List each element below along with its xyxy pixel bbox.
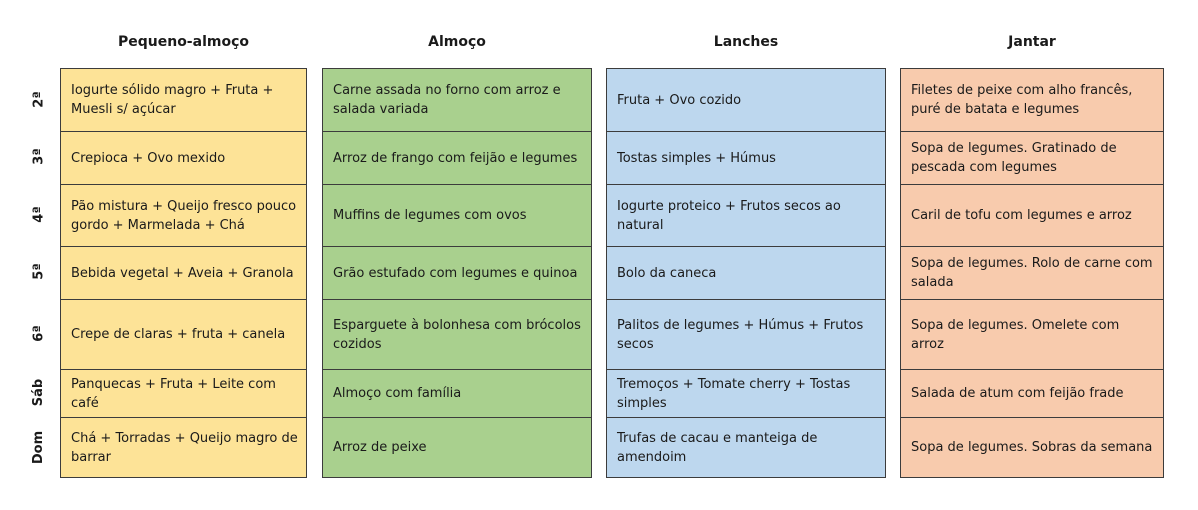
header-snacks: Lanches <box>713 34 779 50</box>
day-label-sunday <box>20 416 58 478</box>
lunch-cell-tuesday: Arroz de frango com feijão e legumes <box>323 131 591 184</box>
day-label-wednesday <box>20 183 58 245</box>
day-text: Sáb <box>31 378 47 406</box>
dinner-column <box>900 68 1164 478</box>
header-dinner: Jantar <box>1008 34 1056 50</box>
breakfast-cell-saturday: Panquecas + Fruta + Leite com café <box>61 369 306 417</box>
day-label-thursday <box>20 245 58 298</box>
dinner-cell-tuesday: Sopa de legumes. Gratinado de pescada com legumes <box>901 131 1163 184</box>
day-label-friday <box>20 298 58 368</box>
dinner-cell-wednesday: Caril de tofu com legumes e arroz <box>901 184 1163 246</box>
day-text: 5ª <box>31 263 47 280</box>
breakfast-cell-friday: Crepe de claras + fruta + canela <box>61 299 306 369</box>
lunch-column <box>322 68 592 478</box>
lunch-cell-monday: Carne assada no forno com arroz e salada variada <box>333 83 561 117</box>
breakfast-cell-tuesday: Crepioca + Ovo mexido <box>61 131 306 184</box>
day-text: 3ª <box>31 148 47 165</box>
lunch-cell-saturday: Almoço com família <box>323 369 591 417</box>
snacks-cell-saturday: Tremoços + Tomate cherry + Tostas simples <box>607 369 885 417</box>
dinner-cell-saturday: Salada de atum com feijão frade <box>901 369 1163 417</box>
snacks-cell-tuesday: Tostas simples + Húmus <box>607 131 885 184</box>
snacks-cell-monday: Fruta + Ovo cozido <box>617 92 742 108</box>
breakfast-cell-monday: Iogurte sólido magro + Fruta + Muesli s/ açúcar <box>71 83 274 117</box>
breakfast-cell-sunday: Chá + Torradas + Queijo magro de barrar <box>61 417 306 477</box>
lunch-cell-sunday: Arroz de peixe <box>323 417 591 477</box>
snacks-cell-wednesday: Iogurte proteico + Frutos secos ao natural <box>607 184 885 246</box>
lunch-cell-wednesday: Muffins de legumes com ovos <box>323 184 591 246</box>
snacks-cell-friday: Palitos de legumes + Húmus + Frutos secos <box>607 299 885 369</box>
day-label-monday <box>20 68 58 130</box>
dinner-cell-thursday: Sopa de legumes. Rolo de carne com salada <box>901 246 1163 299</box>
breakfast-column <box>60 68 307 478</box>
snacks-column <box>606 68 886 478</box>
day-text: Dom <box>31 430 47 464</box>
breakfast-cell-wednesday: Pão mistura + Queijo fresco pouco gordo + Marmelada + Chá <box>61 184 306 246</box>
day-text: 4ª <box>31 205 47 223</box>
header-breakfast: Pequeno-almoço <box>117 34 249 50</box>
dinner-cell-sunday: Sopa de legumes. Sobras da semana <box>901 417 1163 477</box>
day-text: 6ª <box>31 324 47 342</box>
lunch-cell-thursday: Grão estufado com legumes e quinoa <box>323 246 591 299</box>
day-text: 2ª <box>31 90 47 108</box>
snacks-cell-sunday: Trufas de cacau e manteiga de amendoim <box>607 417 885 477</box>
day-label-tuesday <box>20 130 58 183</box>
snacks-cell-thursday: Bolo da caneca <box>607 246 885 299</box>
dinner-cell-monday: Filetes de peixe com alho francês, puré de batata e legumes <box>911 83 1133 117</box>
lunch-cell-friday: Esparguete à bolonhesa com brócolos cozidos <box>323 299 591 369</box>
breakfast-cell-thursday: Bebida vegetal + Aveia + Granola <box>61 246 306 299</box>
day-label-saturday <box>20 368 58 416</box>
dinner-cell-friday: Sopa de legumes. Omelete com arroz <box>901 299 1163 369</box>
header-lunch: Almoço <box>428 34 486 50</box>
